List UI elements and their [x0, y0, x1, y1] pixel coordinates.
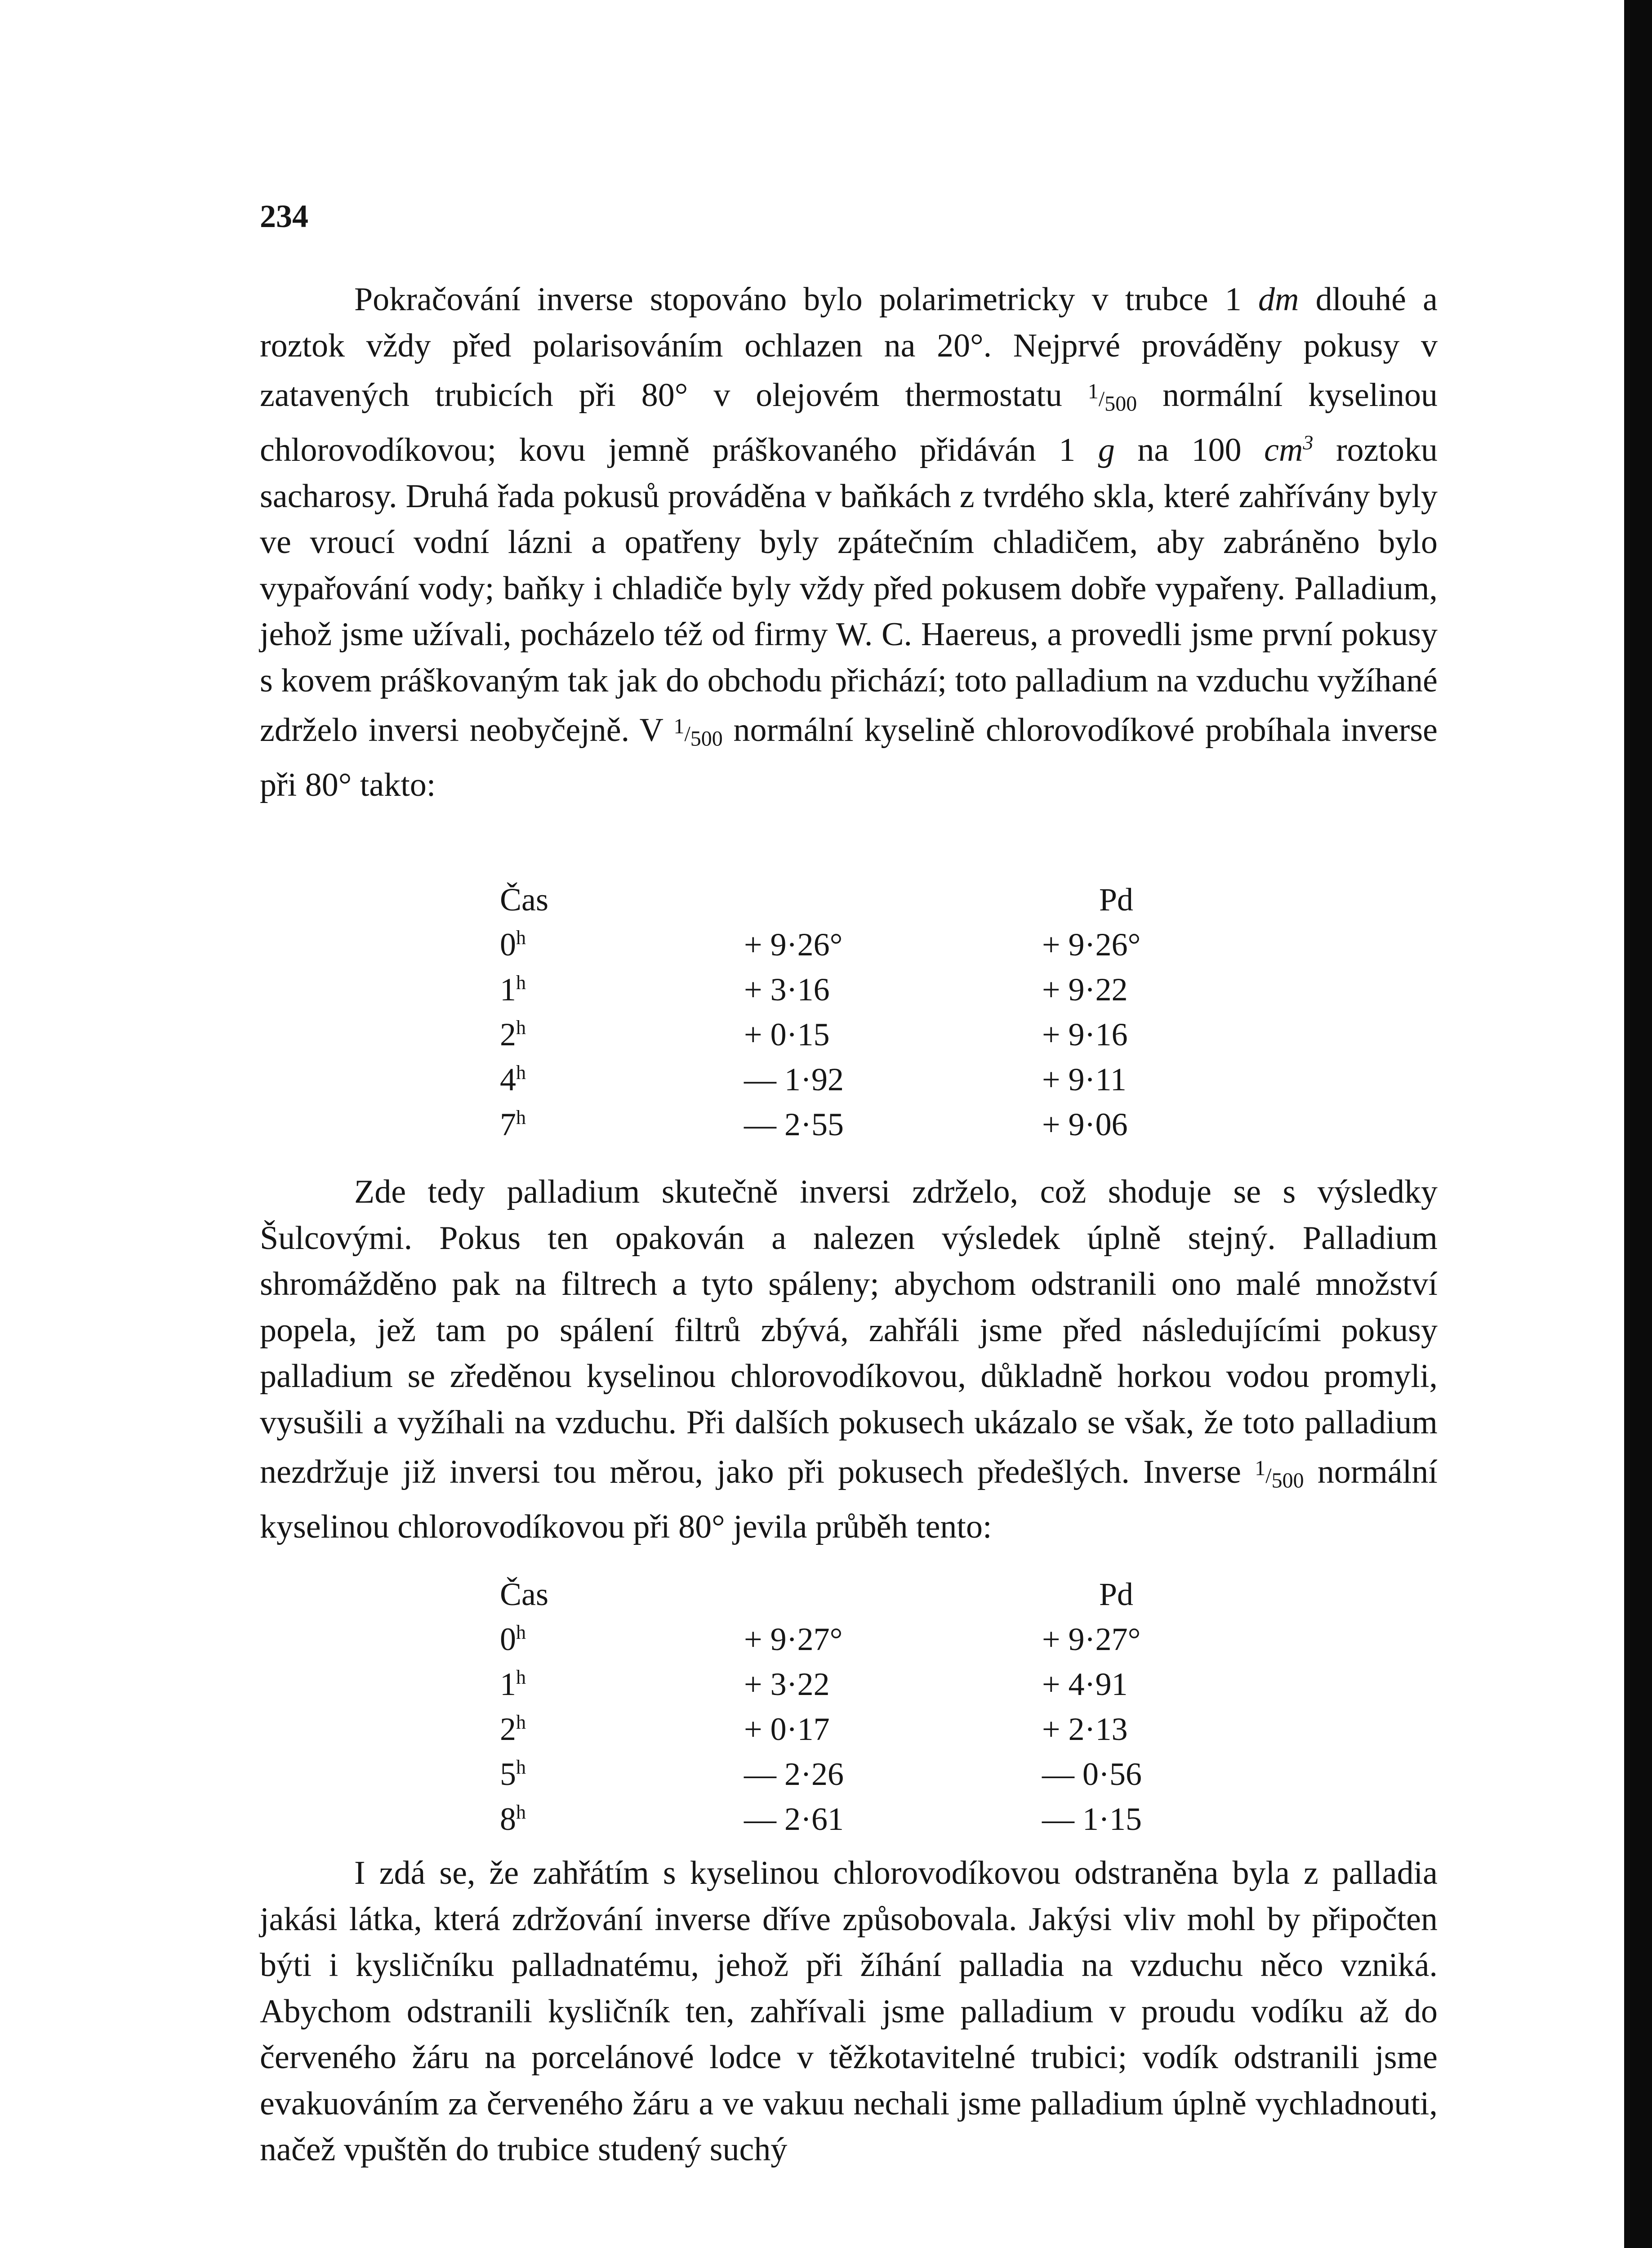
- pd-cell: + 9·26°: [1042, 927, 1141, 963]
- page-number: 234: [260, 198, 308, 234]
- time-cell: 5$^h$: [500, 1756, 526, 1792]
- value-cell: + 3·16: [744, 972, 830, 1008]
- value-cell: — 2·26: [744, 1756, 844, 1792]
- fraction-1-500: 1/500: [1255, 1456, 1304, 1493]
- p1-text-a: Pokračování inverse stopováno bylo polarimetricky v trubce 1: [354, 281, 1259, 318]
- pd-cell: — 0·56: [1042, 1756, 1142, 1792]
- table-row: [0, 1621, 1652, 1666]
- fraction-1-500: 1/500: [673, 714, 723, 751]
- pd-cell: + 4·91: [1042, 1666, 1128, 1702]
- pd-cell: + 9·16: [1042, 1017, 1128, 1053]
- header-pd: Pd: [1099, 882, 1134, 918]
- pd-cell: + 9·22: [1042, 972, 1128, 1008]
- header-time: Čas: [500, 882, 548, 918]
- fraction-1-500: 1/500: [1087, 379, 1137, 416]
- p2-text-b: normální kyselinou chlorovodíkovou při 80° jevila průběh tento:: [260, 1454, 1438, 1546]
- p1-text-f: normální kyselině chlorovodíkové probíhala inverse při 80° takto:: [260, 712, 1438, 804]
- value-cell: + 0·17: [744, 1711, 830, 1747]
- table-row: [0, 1106, 1652, 1151]
- p1-text-e: roztoku sacharosy. Druhá řada pokusů prováděna v baňkách z tvrdého skla, které zahřívány byly ve vroucí vodní lázni a opatřeny byly zpátečním chladičem, aby zabráněno bylo vypařování vody; baňky i chladiče byly vždy před pokusem dobře vypařeny. Palladium, jehož jsme užívali, pocházelo též od firmy W. C. Haereus, a provedli jsme první pokusy s kovem práškovaným tak jak do obchodu přichází; toto palladium na vzduchu vyžíhané zdrželo inversi neobyčejně. V: [260, 432, 1438, 749]
- unit-g: g: [1098, 432, 1115, 469]
- unit-dm: dm: [1258, 281, 1299, 318]
- time-cell: 1$^h$: [500, 1666, 526, 1702]
- time-cell: 8$^h$: [500, 1801, 526, 1837]
- pd-cell: + 2·13: [1042, 1711, 1128, 1747]
- value-cell: + 9·26°: [744, 927, 843, 963]
- table-row: [0, 1061, 1652, 1106]
- table-row: [0, 1801, 1652, 1846]
- table-header: [0, 881, 1652, 926]
- p2-text-a: Zde tedy palladium skutečně inversi zdrželo, což shoduje se s výsledky Šulcovými. Pokus ten opakován a nalezen výsledek úplně stejný. Palladium shromážděno pak na filtrech a tyto spáleny; abychom odstranili ono malé množství popela, jež tam po spálení filtrů zbývá, zahřáli jsme před následujícími pokusy palladium se zředěnou kyselinou chlorovodíkovou, důkladně horkou vodou promyli, vysušili a vyžíhali na vzduchu. Při dalších pokusech ukázalo se však, že toto palladium nezdržuje již inversi tou měrou, jako při pokusech předešlých. Inverse: [260, 1173, 1438, 1490]
- time-cell: 1$^h$: [500, 972, 526, 1008]
- header-time: Čas: [500, 1576, 548, 1612]
- unit-cm: $cm^3$: [1264, 431, 1314, 469]
- pd-cell: + 9·11: [1042, 1062, 1127, 1097]
- table-row: [0, 926, 1652, 971]
- paragraph-3: [260, 1850, 1438, 2173]
- p1-text-c: normální kyselinou chlorovodíkovou; kovu jemně práškovaného přidáván 1: [260, 377, 1438, 469]
- pd-cell: + 9·06: [1042, 1106, 1128, 1142]
- pd-cell: + 9·27°: [1042, 1621, 1141, 1657]
- p1-text-d: na 100: [1114, 432, 1265, 469]
- table-row: [0, 1016, 1652, 1061]
- value-cell: — 2·55: [744, 1106, 844, 1142]
- table-row: [0, 1756, 1652, 1801]
- pd-cell: — 1·15: [1042, 1801, 1142, 1837]
- table-row: [0, 1666, 1652, 1711]
- paragraph-1: [260, 277, 1438, 808]
- inversion-table-2: [0, 1576, 1652, 1846]
- time-cell: 0$^h$: [500, 1621, 526, 1657]
- time-cell: 0$^h$: [500, 927, 526, 963]
- value-cell: + 0·15: [744, 1017, 830, 1053]
- time-cell: 2$^h$: [500, 1017, 526, 1053]
- value-cell: — 1·92: [744, 1062, 844, 1097]
- p1-text-b: dlouhé a roztok vždy před polarisováním ochlazen na 20°. Nejprvé prováděny pokusy v zatavených trubicích při 80° v olejovém thermostatu: [260, 281, 1438, 414]
- paragraph-2: [260, 1169, 1438, 1550]
- inversion-table-1: [0, 881, 1652, 1151]
- value-cell: + 9·27°: [744, 1621, 843, 1657]
- time-cell: 4$^h$: [500, 1062, 526, 1097]
- value-cell: + 3·22: [744, 1666, 830, 1702]
- time-cell: 7$^h$: [500, 1106, 526, 1142]
- time-cell: 2$^h$: [500, 1711, 526, 1747]
- value-cell: — 2·61: [744, 1801, 844, 1837]
- table-header: [0, 1576, 1652, 1621]
- table-row: [0, 971, 1652, 1016]
- p3-text: I zdá se, že zahřátím s kyselinou chlorovodíkovou odstraněna byla z palladia jakási látka, která zdržování inverse dříve způsobovala. Jakýsi vliv mohl by připočten býti i kysličníku palladnatému, jehož při žíhání palladia na vzduchu něco vzniká. Abychom odstranili kysličník ten, zahřívali jsme palladium v proudu vodíku až do červeného žáru na porcelánové lodce v těžkotavitelné trubici; vodík odstranili jsme evakuováním za červeného žáru a ve vakuu nechali jsme palladium úplně vychladnouti, načež vpuštěn do trubice studený suchý: [260, 1855, 1438, 2168]
- header-pd: Pd: [1099, 1576, 1134, 1612]
- table-row: [0, 1711, 1652, 1756]
